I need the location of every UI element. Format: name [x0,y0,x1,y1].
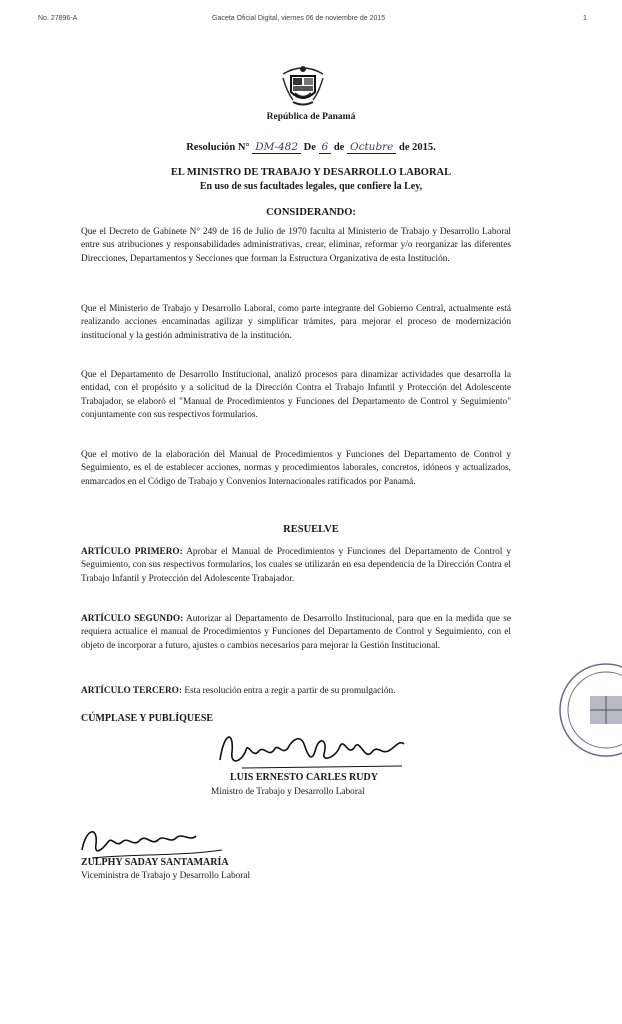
viceminister-name: ZULPHY SADAY SANTAMARÍA [81,857,229,868]
gazette-title: Gaceta Oficial Digital, viernes 06 de noviembre de 2015 [212,15,386,22]
considerando-paragraph-2: Que el Ministerio de Trabajo y Desarrollo Laboral, como parte integrante del Gobierno Central, actualmente está realizando acciones encaminadas agilizar y simplificar trámites, para mejorar el proceso de modernización institucional y la gestión administrativa de la institución. [81,304,511,341]
considerando-paragraph-4: Que el motivo de la elaboración del Manual de Procedimientos y Funciones del Departamento de Control y Seguimiento, es el de establecer acciones, normas y procedimientos laborales, concretos, idóneos y actualizados, enmarcados en el Código de Trabajo y Convenios Internacionales ratificados por Panamá. [81,450,511,487]
minister-title: EL MINISTRO DE TRABAJO Y DESARROLLO LABORAL [170,167,452,178]
closing-phrase: CÚMPLASE Y PUBLÍQUESE [81,713,214,724]
considerando-heading: CONSIDERANDO: [266,207,356,218]
article-second-text: Autorizar al Departamento de Desarrollo Institucional, para que en la medida que se requiera actualice el manual de Procedimientos y Funciones del Departamento de Control y Seguimiento, con el objeto de incorporar a futuro, ajustes o cambios necesarios para mejorar la Gestión Institucional. [81,614,511,651]
minister-signature-icon [212,722,412,778]
minister-name: LUIS ERNESTO CARLES RUDY [230,772,378,783]
republic-heading: República de Panamá [266,112,356,122]
resolution-number: DM-482 [252,141,301,154]
resolution-month: Octubre [347,141,396,154]
resolution-line [0,141,622,153]
article-first-text: Aprobar el Manual de Procedimientos y Funciones del Departamento de Control y Seguimiento, con sus respectivos formularios, los cuales se utilizarán en esa dependencia de la Dirección Contra el Trabajo Infantil y Protección del Adolescente Trabajador. [81,547,512,584]
resolution-day: 6 [319,141,332,154]
resuelve-heading: RESUELVE [283,524,339,535]
resolution-prefix: Resolución N° [186,142,250,153]
considerando-paragraph-3: Que el Departamento de Desarrollo Institucional, analizó procesos para dinamizar actividades que desarrolla la entidad, con el propósito y a solicitud de la Dirección Contra el Trabajo Infantil y Protección del Adolescente Trabajador, se elaboró el "Manual de Procedimientos y Funciones del Departamento de Control y Seguimiento" conjuntamente con sus respectivos formularios. [81,370,511,421]
minister-role: Ministro de Trabajo y Desarrollo Laboral [211,787,365,797]
article-first-label: ARTÍCULO PRIMERO: [81,547,183,557]
article-second [81,613,511,653]
viceminister-role: Viceministra de Trabajo y Desarrollo Laboral [81,871,251,881]
resolution-year: de 2015. [399,142,436,153]
resolution-de-2: de [333,142,345,153]
article-second-label: ARTÍCULO SEGUNDO: [81,614,184,624]
official-stamp-icon [556,660,622,760]
article-third-text: Esta resolución entra a regir a partir de su promulgación. [184,686,396,696]
article-third-label: ARTÍCULO TERCERO: [81,686,183,696]
page-number: 1 [583,15,587,22]
article-third [81,685,511,698]
considerando-paragraph-1: Que el Decreto de Gabinete N° 249 de 16 de Julio de 1970 faculta al Ministerio de Trabajo y Desarrollo Laboral entre sus atribuciones y responsabilidades administrativas, crear, eliminar, reformar y/o reorganizar las diferentes Direcciones, Departamentos y Secciones que forman la Estructura Organizativa de esta Institución. [81,227,511,264]
legal-faculties: En uso de sus facultades legales, que confiere la Ley, [199,181,423,192]
coat-of-arms-icon [279,64,327,108]
resolution-de: De [303,142,316,153]
article-first [81,546,511,586]
gazette-number: No. 27896-A [38,15,78,22]
